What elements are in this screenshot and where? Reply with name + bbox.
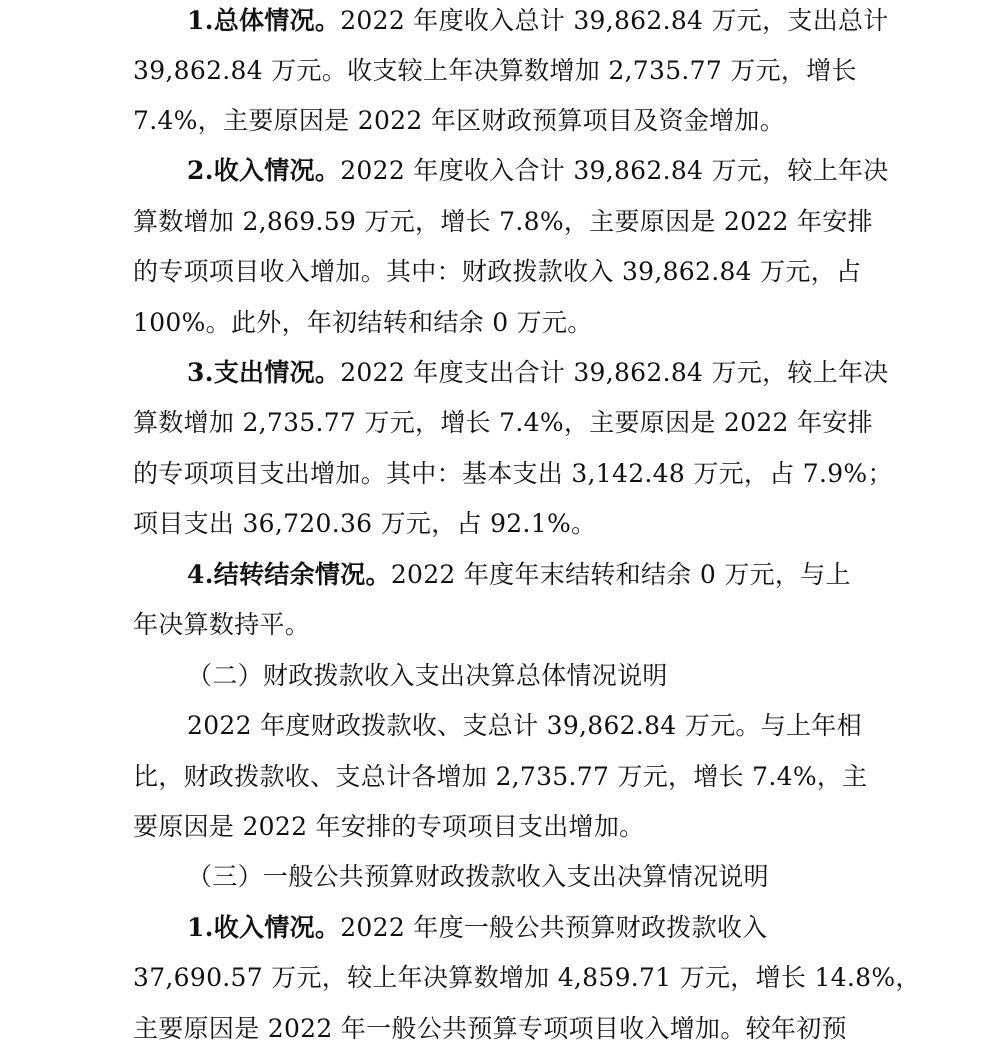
paragraph-lead: 1.收入情况。: [187, 913, 341, 942]
text-line: [133, 1004, 847, 1055]
paragraph-text: 100%。此外，年初结转和结余 0 万元。: [133, 308, 593, 337]
text-line: [133, 499, 596, 550]
text-line: [133, 197, 873, 248]
text-line: [133, 752, 867, 803]
text-line: [133, 449, 893, 500]
paragraph-text: 主要原因是 2022 年一般公共预算专项项目收入增加。较年初预: [133, 1014, 847, 1043]
paragraph-text: 年决算数持平。: [133, 610, 311, 639]
paragraph-text: 的专项项目支出增加。其中：基本支出 3,142.48 万元，占 7.9%；: [133, 459, 893, 488]
paragraph-text: 2022 年度一般公共预算财政拨款收入: [340, 913, 768, 942]
paragraph-lead: 1.总体情况。: [187, 6, 341, 35]
text-line: [133, 600, 310, 651]
paragraph-text: 项目支出 36,720.36 万元，占 92.1%。: [133, 509, 597, 538]
paragraph-text: 2022 年度年末结转和结余 0 万元，与上: [390, 560, 851, 589]
text-line: [133, 46, 857, 97]
paragraph-text: 2022 年度支出合计 39,862.84 万元，较上年决: [340, 358, 889, 387]
paragraph-lead: 4.结转结余情况。: [187, 560, 391, 589]
paragraph-text: 算数增加 2,735.77 万元，增长 7.4%，主要原因是 2022 年安排: [133, 408, 873, 437]
text-line: [133, 96, 785, 147]
text-line: [133, 953, 921, 1004]
text-line: [187, 348, 889, 399]
paragraph-text: 7.4%，主要原因是 2022 年区财政预算项目及资金增加。: [133, 106, 786, 135]
paragraph-text: 2022 年度收入总计 39,862.84 万元，支出总计: [340, 6, 889, 35]
text-line: [187, 146, 889, 197]
paragraph-text: 2022 年度财政拨款收、支总计 39,862.84 万元。与上年相: [187, 711, 862, 740]
paragraph-text: 37,690.57 万元，较上年决算数增加 4,859.71 万元，增长 14.8%，: [133, 963, 921, 992]
section-heading: （三）一般公共预算财政拨款收入支出决算情况说明: [187, 862, 769, 891]
text-line: [187, 701, 862, 752]
text-line: [187, 903, 767, 954]
text-line: [187, 0, 889, 47]
text-line: [187, 550, 851, 601]
text-line: [133, 298, 593, 349]
text-line: [133, 398, 873, 449]
paragraph-text: 的专项项目收入增加。其中：财政拨款收入 39,862.84 万元，占: [133, 257, 862, 286]
paragraph-text: 要原因是 2022 年安排的专项项目支出增加。: [133, 812, 645, 841]
text-line: [133, 247, 861, 298]
paragraph-text: 算数增加 2,869.59 万元，增长 7.8%，主要原因是 2022 年安排: [133, 207, 873, 236]
paragraph-text: 39,862.84 万元。收支较上年决算数增加 2,735.77 万元，增长: [133, 56, 857, 85]
section-heading: （二）财政拨款收入支出决算总体情况说明: [187, 661, 668, 690]
text-line: [133, 802, 644, 853]
paragraph-lead: 3.支出情况。: [187, 358, 341, 387]
paragraph-lead: 2.收入情况。: [187, 156, 341, 185]
paragraph-text: 2022 年度收入合计 39,862.84 万元，较上年决: [340, 156, 889, 185]
paragraph-text: 比，财政拨款收、支总计各增加 2,735.77 万元，增长 7.4%，主: [133, 762, 868, 791]
